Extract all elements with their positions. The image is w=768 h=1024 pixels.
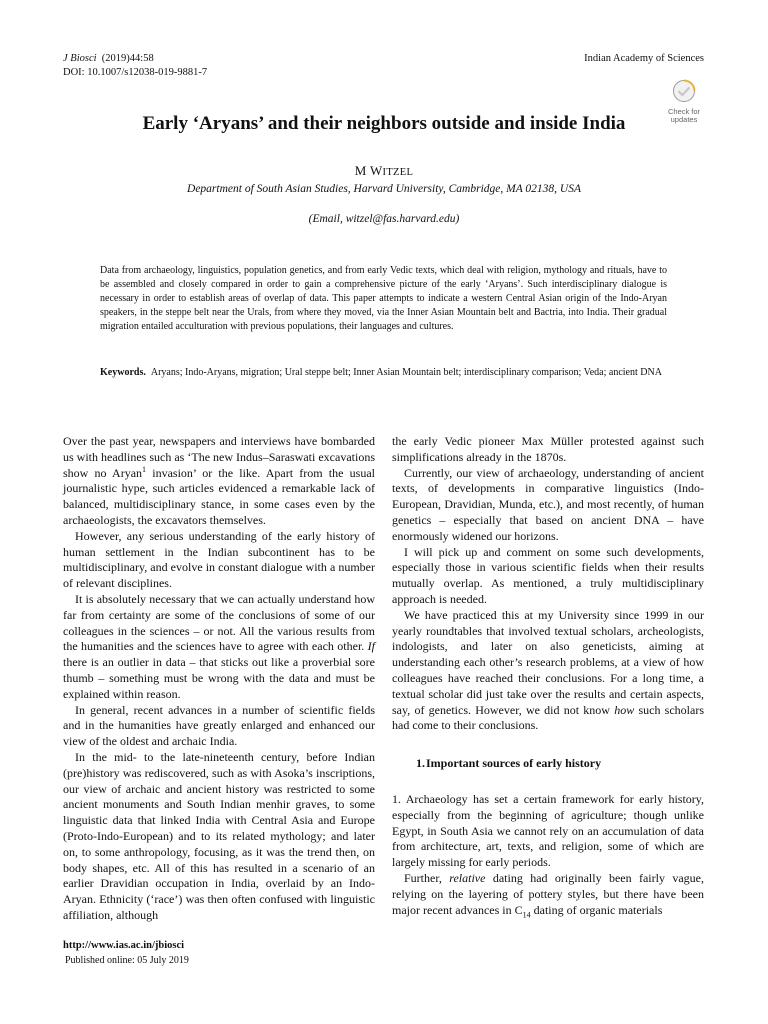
keywords-label: Keywords. bbox=[100, 367, 146, 378]
section-number: 1. bbox=[416, 756, 425, 771]
paragraph-text: Further, bbox=[404, 870, 450, 885]
body-column-right bbox=[392, 434, 704, 918]
keywords bbox=[100, 366, 667, 380]
check-for-updates-icon bbox=[664, 79, 704, 103]
paragraph: the early Vedic pioneer Max Müller protested against such simplifications already in the 1870s. bbox=[392, 434, 704, 464]
author-last-rest: ITZEL bbox=[382, 167, 414, 178]
paragraph: In general, recent advances in a number of scientific fields and in the humanities have greatly enlarged and enhanced our view of the oldest and archaic India. bbox=[63, 702, 375, 749]
paragraph: Currently, our view of archaeology, understanding of ancient texts, of developments in comparative linguistics (Indo-European, Dravidian, Munda, etc.), and most recently, of human genetics – especially that based on ancient DNA – have enormously widened our horizons. bbox=[392, 465, 704, 543]
author-name bbox=[0, 163, 768, 179]
footnote-marker[interactable]: 1 bbox=[142, 464, 147, 474]
abstract: Data from archaeology, linguistics, population genetics, and from early Vedic texts, which deal with religion, mythology and rituals, have to be assembled and closely compared in order to gain a comprehensive picture of the early ‘Aryans’. Such interdisciplinary dialogue is necessary in order to establish areas of overlap of data. This paper attempts to indicate a western Central Asian origin of the Indo-Aryan speakers, in the steppe belt near the Urals, from where they moved, via the Inner Asian Mountain belt and Bactria, into India. Their gradual migration entailed acculturation with previous populations, their languages and cultures. bbox=[100, 265, 667, 332]
subscript: 14 bbox=[522, 909, 531, 919]
paragraph: 1. Archaeology has set a certain framework for early history, especially from the beginning of agriculture; though unlike Egypt, in South Asia we cannot rely on an accumulation of data from architecture, art, texts, and religion, some of which are largely missing for early periods. bbox=[392, 791, 704, 870]
paragraph-text: invasion’ or the like. Apart from the usual journalistic hype, such articles evidenced a remarkable lack of balanced, multidisciplinary stance, in some cases even by the archaeologists, the excavators themselves. bbox=[63, 465, 375, 527]
emphasis: how bbox=[614, 702, 635, 717]
section-heading bbox=[392, 756, 704, 772]
journal-name: J Biosci bbox=[63, 53, 97, 64]
paragraph bbox=[63, 434, 375, 529]
paragraph bbox=[392, 871, 704, 918]
paragraph-text: there is an outlier in data – that sticks out like a proverbial sore thumb – something must be wrong with the data and must be explained within reason. bbox=[63, 655, 375, 701]
badge-line2: updates bbox=[670, 115, 698, 124]
paragraph: However, any serious understanding of the early history of human settlement in the Indian subcontinent has to be multidisciplinary, and evolve in constant dialogue with a number of relevant disciplines. bbox=[63, 528, 375, 591]
author-affiliation: Department of South Asian Studies, Harvard University, Cambridge, MA 02138, USA bbox=[187, 183, 581, 195]
paragraph-text: It is absolutely necessary that we can actually understand how far from certainty are some of the conclusions of some of our colleagues in the sciences – or not. All the various results from the humanities and the sciences have to agree with each other. bbox=[63, 591, 375, 654]
author-last-initial: W bbox=[369, 163, 383, 178]
badge-line1: Check for bbox=[667, 107, 701, 116]
journal-year-volume: (2019)44:58 bbox=[101, 53, 154, 64]
publisher: Indian Academy of Sciences bbox=[584, 53, 704, 64]
journal-citation bbox=[63, 52, 154, 66]
journal-url-link[interactable]: http://www.ias.ac.in/jbiosci bbox=[63, 940, 185, 951]
paragraph-text: We have practiced this at my University since 1999 in our yearly roundtables that involved textual scholars, archeologists, indologists, and later on also geneticists, aiming at understanding each other’s research problems, at a view of how colleagues have reached their conclusions. For a long time, a textual scholar did just take over the results and certain aspects, say, of genetics. However, we did not know bbox=[392, 607, 704, 717]
author-first: M bbox=[354, 163, 370, 178]
published-date: Published online: 05 July 2019 bbox=[65, 955, 189, 966]
paragraph: I will pick up and comment on some such developments, especially those in various scientific fields when their results mutually overlap. As mentioned, a truly multidisciplinary approach is needed. bbox=[392, 544, 704, 606]
section-title: Important sources of early history bbox=[426, 756, 602, 771]
paragraph bbox=[63, 592, 375, 703]
emphasis: If bbox=[367, 639, 375, 654]
keywords-text: Aryans; Indo-Aryans, migration; Ural steppe belt; Inner Asian Mountain belt; interdisciplinary comparison; Veda; ancient DNA bbox=[150, 367, 662, 378]
body-column-left bbox=[63, 434, 375, 924]
paragraph-text: such scholars had come to their conclusions. bbox=[392, 702, 704, 733]
author-email: (Email, witzel@fas.harvard.edu) bbox=[308, 213, 460, 225]
paragraph bbox=[392, 608, 704, 734]
paragraph-text: dating of organic materials bbox=[530, 902, 663, 917]
article-title: Early ‘Aryans’ and their neighbors outside and inside India bbox=[142, 113, 626, 134]
paragraph-text: Over the past year, newspapers and interviews have bombarded us with headlines such as ‘The new Indus–Saraswati excavations show no Aryan bbox=[63, 434, 375, 480]
doi[interactable]: DOI: 10.1007/s12038-019-9881-7 bbox=[63, 67, 208, 78]
paragraph-text: dating had originally been fairly vague, relying on the layering of pottery styles, but there have been major recent advances in C bbox=[392, 870, 704, 917]
emphasis: relative bbox=[449, 870, 486, 885]
paragraph: In the mid- to the late-nineteenth century, before Indian (pre)history was rediscovered, such as with Asoka’s inscriptions, our view of archaic and ancient history was restricted to some ancient monuments and South Indian menhir graves, to some linguistic data that linked India with Central Asia and Europe (Proto-Indo-European) and to its related mythology; and later on, to some anthropology, focusing, as it was the trend then, on body shapes, etc. All of this has resulted in a scenario of an earlier Dravidian occupation in India, overlaid by an Indo-Aryan. Ethnicity (‘race’) was then often confused with linguistic affiliation, although bbox=[63, 749, 375, 922]
